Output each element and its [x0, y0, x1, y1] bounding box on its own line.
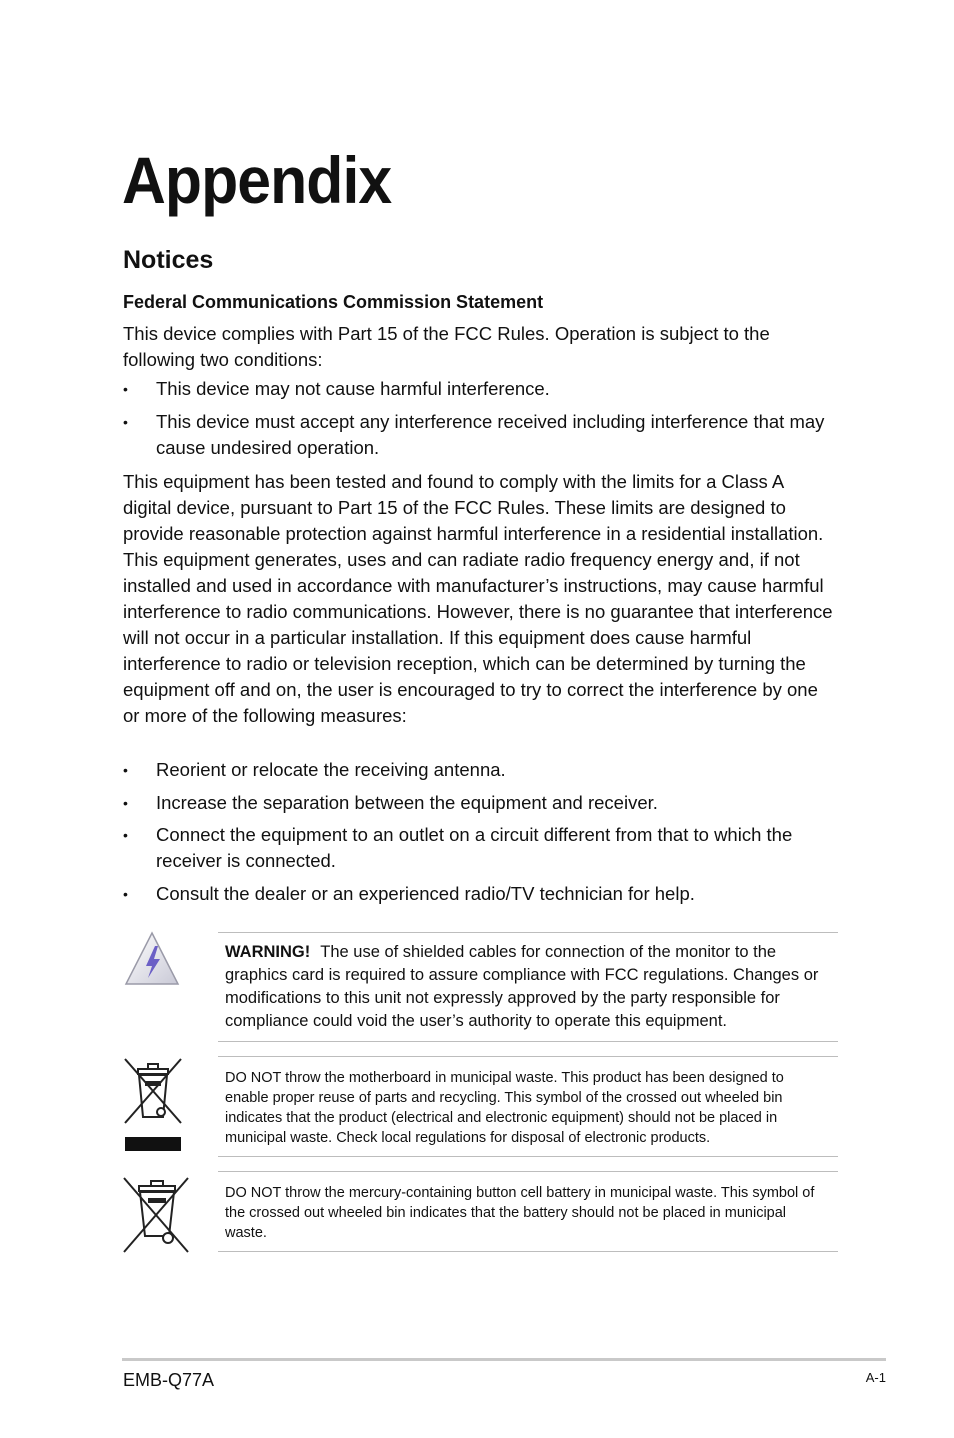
bullet-marker: •: [123, 414, 128, 430]
warning-triangle-icon: [124, 930, 180, 993]
warning-text: The use of shielded cables for connection of the monitor to the graphics card is required to assure compliance with FCC regulations. Changes or modifications to this unit not expressly approved by the party responsible for compliance could void the user’s authority to operate this equipment.: [225, 943, 819, 1030]
battery-notice-text: DO NOT throw the mercury-containing button cell battery in municipal waste. This symbol of the crossed out wheeled bin indicates that the battery should not be placed in municipal waste.: [225, 1185, 815, 1241]
bullet-marker: •: [123, 381, 128, 397]
measure-item: [123, 757, 835, 783]
measure-item: [123, 822, 835, 874]
footer-model: EMB-Q77A: [123, 1370, 215, 1390]
notice-divider: [218, 1041, 838, 1042]
intro-paragraph: This device complies with Part 15 of the FCC Rules. Operation is subject to the following two conditions:: [123, 323, 770, 370]
notice-divider: [218, 1156, 838, 1157]
measure-item: [123, 790, 835, 816]
measure-text: Connect the equipment to an outlet on a circuit different from that to which the receiver is connected.: [156, 824, 793, 871]
footer-page-number: A-1: [865, 1370, 886, 1385]
notice-divider: [218, 932, 838, 933]
body-paragraph: This equipment has been tested and found to comply with the limits for a Class A digital device, pursuant to Part 15 of the FCC Rules. These limits are designed to provide reasonable protection against harmful interference in a residential installation. This equipment generates, uses and can radiate radio frequency energy and, if not installed and used in accordance with manufacturer’s instructions, may cause harmful interference to radio communications. However, there is no guarantee that interference will not occur in a particular installation. If this equipment does cause harmful interference to radio or television reception, which can be determined by turning the equipment off and on, the user is encouraged to try to correct the interference by one or more of the following measures:: [123, 471, 833, 726]
notice-divider: [218, 1251, 838, 1252]
warning-notice: [218, 932, 838, 1042]
measure-text: Increase the separation between the equipment and receiver.: [156, 792, 658, 813]
fcc-statement-heading: Federal Communications Commission Statement: [123, 292, 544, 312]
bullet-marker: •: [123, 886, 128, 902]
waste-notice: [218, 1056, 838, 1158]
page-title: Appendix: [122, 143, 392, 217]
measure-text: Reorient or relocate the receiving antenna.: [156, 759, 506, 780]
bullet-marker: •: [123, 827, 128, 843]
bullet-marker: •: [123, 795, 128, 811]
waste-notice-text: DO NOT throw the motherboard in municipal waste. This product has been designed to enable proper reuse of parts and recycling. This symbol of the crossed out wheeled bin indicates that the product (electrical and electronic equipment) should not be placed in municipal waste. Check local regulations for disposal of electronic products.: [225, 1070, 784, 1146]
notice-divider: [218, 1171, 838, 1172]
measure-item: [123, 881, 835, 907]
condition-text: This device may not cause harmful interference.: [156, 378, 550, 399]
crossed-out-wheeled-bin-icon: [123, 1057, 183, 1158]
footer-divider: [122, 1358, 886, 1361]
bullet-marker: •: [123, 762, 128, 778]
section-title: Notices: [123, 246, 214, 274]
condition-item: [123, 376, 835, 402]
condition-item: [123, 409, 835, 461]
crossed-out-wheeled-bin-icon: [122, 1176, 190, 1259]
warning-label: WARNING!: [225, 943, 311, 961]
notice-divider: [218, 1056, 838, 1057]
condition-text: This device must accept any interference received including interference that may cause undesired operation.: [156, 411, 825, 458]
battery-notice: [218, 1171, 838, 1253]
measure-text: Consult the dealer or an experienced radio/TV technician for help.: [156, 883, 695, 904]
